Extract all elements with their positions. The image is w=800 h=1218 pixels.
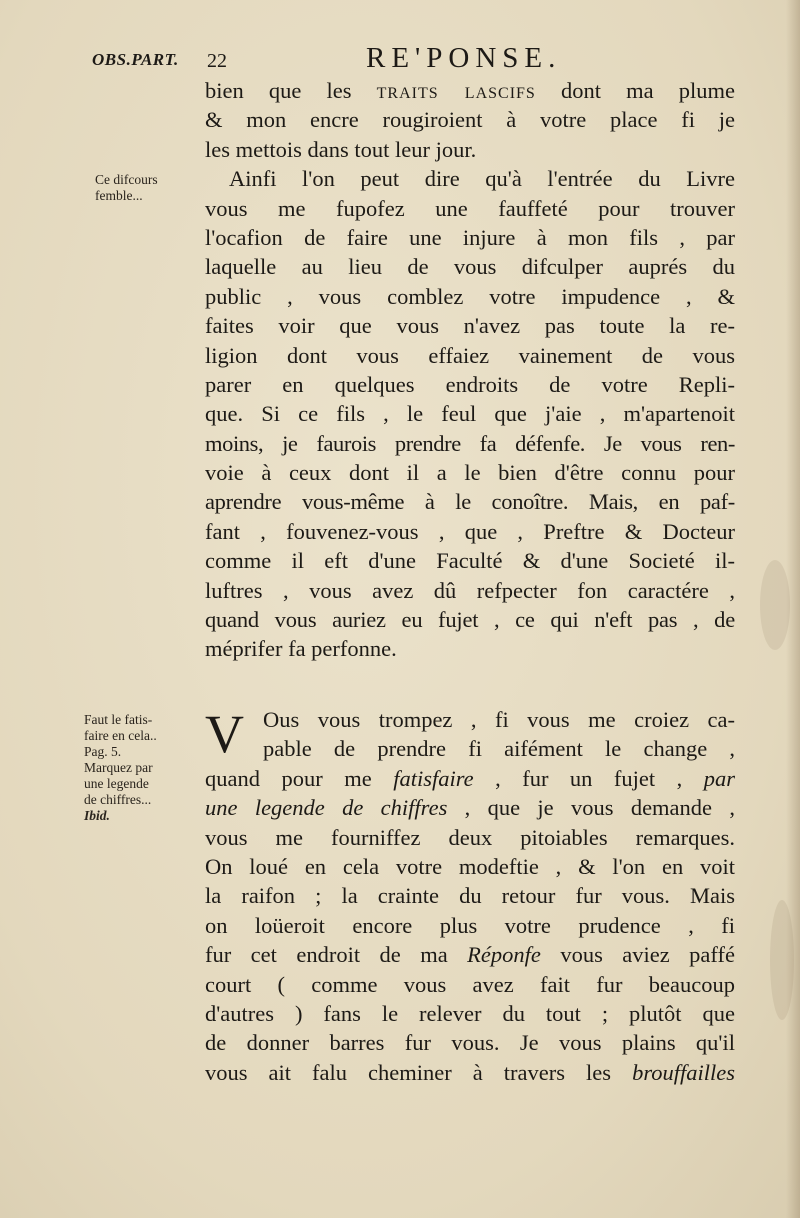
paragraph-2	[205, 705, 735, 1087]
text-line: Ainfi l'on peut dire qu'à l'entrée du Livre	[229, 166, 735, 192]
text-line: bien que les traits lascifs dont ma plume	[205, 78, 735, 103]
running-head: OBS.PART.	[92, 50, 179, 69]
text-line: & mon encre rougiroient à votre place fi je	[205, 107, 735, 133]
text-line: luftres , vous avez dû refpecter fon caractére ,	[205, 577, 735, 603]
margin-note-line: Faut le fatis-	[84, 712, 153, 727]
text-line: parer en quelques endroits de votre Repli-	[205, 371, 735, 397]
text-line: l'ocafion de faire une injure à mon fils , par	[205, 224, 735, 250]
margin-note-line: Pag. 5.	[84, 744, 122, 759]
text-line: vous ait falu cheminer à travers les brouffailles	[205, 1059, 735, 1085]
text-line: de donner barres fur vous. Je vous plains qu'il	[205, 1030, 735, 1056]
text-line: faites voir que vous n'avez pas toute la re-	[205, 313, 735, 339]
text-line: voie à ceux dont il a le bien d'être connu pour	[205, 460, 735, 486]
margin-note-line: Ce difcours	[95, 172, 158, 187]
text-line: les mettois dans tout leur jour.	[205, 136, 477, 162]
text-line: laquelle au lieu de vous difculper auprés du	[205, 254, 735, 280]
text-line: d'autres ) fans le relever du tout ; plutôt que	[205, 1000, 735, 1026]
small-caps-phrase: traits lascifs	[376, 78, 536, 103]
page-number: 22	[207, 50, 227, 72]
margin-note-line: Ibid.	[84, 808, 110, 823]
text-line: quand pour me fatisfaire , fur un fujet , par	[205, 765, 736, 791]
paragraph-1	[205, 76, 735, 664]
text-line: moins, je faurois prendre fa défenfe. Je vous ren-	[205, 430, 735, 456]
text-line: la raifon ; la crainte du retour fur vous. Mais	[205, 883, 735, 909]
text-line: ligion dont vous effaiez vainement de vous	[205, 342, 735, 368]
text-line: quand vous auriez eu fujet , ce qui n'eft pas , de	[205, 607, 735, 633]
text-line: méprifer fa perfonne.	[205, 636, 397, 662]
margin-note-line: femble...	[95, 188, 143, 203]
text-line: fur cet endroit de ma Réponfe vous aviez paffé	[205, 942, 735, 968]
margin-note-line: faire en cela..	[84, 728, 157, 743]
margin-note-line: de chiffres...	[84, 792, 152, 807]
text-line: On loué en cela votre modeftie , & l'on en voit	[205, 853, 735, 879]
text-line: on loüeroit encore plus votre prudence , fi	[205, 912, 735, 938]
margin-note-2	[84, 712, 204, 824]
margin-note-line: une legende	[84, 776, 149, 791]
text-line: pable de prendre fi aifément le change ,	[263, 736, 735, 762]
margin-note-1	[95, 172, 205, 204]
page-title: RE'PONSE.	[366, 42, 562, 74]
text-line: Ous vous trompez , fi vous me croiez ca-	[263, 707, 735, 732]
page-edge-shadow	[786, 0, 800, 1218]
text-line: que. Si ce fils , le feul que j'aie , m'apartenoit	[205, 401, 735, 427]
text-line: vous me fupofez une fauffeté pour trouver	[205, 195, 735, 221]
text-line: court ( comme vous avez fait fur beaucoup	[205, 971, 735, 997]
text-line: comme il eft d'une Faculté & d'une Societé il-	[205, 548, 735, 574]
text-line: public , vous comblez votre impudence , &	[205, 283, 735, 309]
text-line: fant , fouvenez-vous , que , Preftre & Docteur	[205, 518, 735, 544]
text-line: vous me fourniffez deux pitoiables remarques.	[205, 824, 735, 850]
text-line: une legende de chiffres , que je vous demande ,	[205, 795, 735, 821]
margin-note-line: Marquez par	[84, 760, 153, 775]
drop-cap: V	[205, 704, 244, 764]
text-line: aprendre vous-même à le conoître. Mais, en paf-	[205, 489, 735, 515]
